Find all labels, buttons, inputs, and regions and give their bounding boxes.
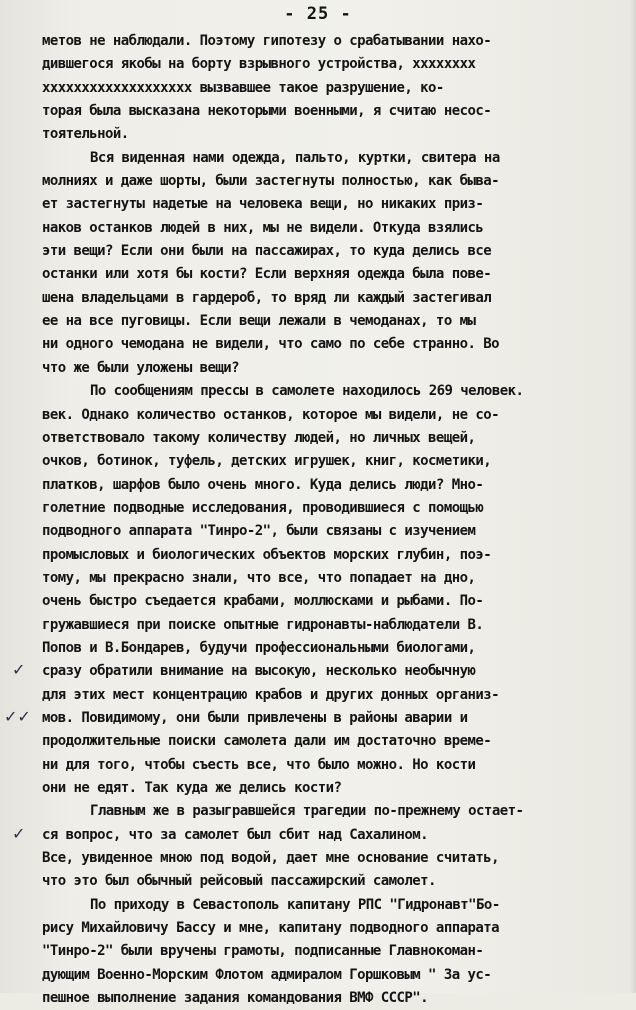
text-line: ни одного чемодана не видели, что само по себе странно. Во bbox=[42, 336, 499, 353]
text-line: Вся виденная нами одежда, пальто, куртки, свитера на bbox=[90, 149, 500, 166]
text-line: что это был обычный рейсовый пассажирский самолет. bbox=[42, 873, 436, 890]
text-line: они не едят. Так куда же делись кости? bbox=[42, 780, 342, 796]
text-line: шена владельцами в гардероб, то вряд ли каждый застегивал bbox=[42, 289, 492, 306]
text-line: пешное выполнение задания командования ВМФ СССР". bbox=[42, 990, 429, 1007]
text-line: По приходу в Севастополь капитану РПС "Гидронавт"Бо- bbox=[90, 896, 500, 913]
text-line: тоятельной. bbox=[42, 126, 129, 143]
text-line: Попов и В.Бондарев, будучи профессиональными биологами, bbox=[42, 639, 476, 656]
text-line: наков останков людей в них, мы не видели. Откуда взялись bbox=[42, 219, 484, 236]
text-line: метов не наблюдали. Поэтому гипотезу о срабатывании нахо- bbox=[42, 33, 492, 49]
text-line: эти вещи? Если они были на пассажирах, то куда делись все bbox=[42, 243, 492, 260]
page-number: - 25 - bbox=[284, 4, 352, 24]
text-line: останки или хотя бы кости? Если верхняя одежда была пове- bbox=[42, 266, 492, 283]
text-line: очков, ботинок, туфель, детских игрушек, книг, косметики, bbox=[42, 453, 492, 470]
text-line: очень быстро съедается крабами, моллюсками и рыбами. По- bbox=[42, 593, 484, 610]
text-line: тому, мы прекрасно знали, что все, что попадает на дно, bbox=[42, 569, 476, 586]
text-line: платков, шарфов было очень много. Куда делись люди? Мно- bbox=[42, 476, 484, 493]
text-line: век. Однако количество останков, которое мы видели, не со- bbox=[42, 406, 499, 423]
typewritten-text bbox=[42, 30, 612, 1010]
margin-check-mark: ✓✓ bbox=[4, 707, 31, 727]
text-line: "Тинро-2" были вручены грамоты, подписанные Главнокоман- bbox=[42, 943, 484, 960]
text-line: Главным же в разыгравшейся трагедии по-прежнему остает- bbox=[90, 803, 524, 820]
text-line: ет застегнуты надетые на человека вещи, но никаких приз- bbox=[42, 196, 484, 213]
text-line: мов. Повидимому, они были привлечены в районы аварии и bbox=[42, 709, 468, 726]
text-line: для этих мест концентрацию крабов и других донных организ- bbox=[42, 686, 499, 703]
text-line: сразу обратили внимание на высокую, несколько необычную bbox=[42, 663, 476, 680]
text-line: дившегося якобы на борту взрывного устройства, xxxxxxxx bbox=[42, 56, 476, 73]
margin-check-mark: ✓ bbox=[12, 823, 26, 843]
text-line: ее на все пуговицы. Если вещи лежали в чемоданах, то мы bbox=[42, 313, 476, 330]
text-line: ся вопрос, что за самолет был сбит над Сахалином. bbox=[42, 826, 429, 843]
text-line: молниях и даже шорты, были застегнуты полностью, как быва- bbox=[42, 173, 499, 190]
text-line: гружавшиеся при поиске опытные гидронавты-наблюдатели В. bbox=[42, 616, 484, 633]
text-line: промысловых и биологических объектов морских глубин, поэ- bbox=[42, 546, 492, 563]
text-line: Все, увиденное мною под водой, дает мне основание считать, bbox=[42, 850, 499, 867]
page-edge-shadow bbox=[630, 0, 636, 993]
text-line: ни для того, чтобы съесть все, что было можно. Но кости bbox=[42, 756, 476, 773]
text-line: дующим Военно-Морским Флотом адмиралом Горшковым " За ус- bbox=[42, 966, 492, 983]
margin-marks bbox=[0, 0, 40, 993]
margin-check-mark: ✓ bbox=[12, 660, 26, 680]
text-line: По сообщениям прессы в самолете находилось 269 человек. bbox=[90, 383, 524, 400]
text-line: xxxxxxxxxxxxxxxxxxx вызвавшее такое разрушение, ко- bbox=[42, 79, 444, 96]
text-line: продолжительные поиски самолета дали им достаточно време- bbox=[42, 733, 492, 750]
text-line: рису Михайловичу Бассу и мне, капитану подводного аппарата bbox=[42, 920, 499, 937]
text-line: что же были уложены вещи? bbox=[42, 359, 239, 376]
text-line: торая была высказана некоторыми военными, я считаю несос- bbox=[42, 103, 492, 120]
text-line: ответствовало такому количеству людей, но личных вещей, bbox=[42, 429, 476, 446]
text-line: подводного аппарата "Тинро-2", были связаны с изучением bbox=[42, 523, 476, 540]
text-line: голетние подводные исследования, проводившиеся с помощью bbox=[42, 499, 484, 516]
